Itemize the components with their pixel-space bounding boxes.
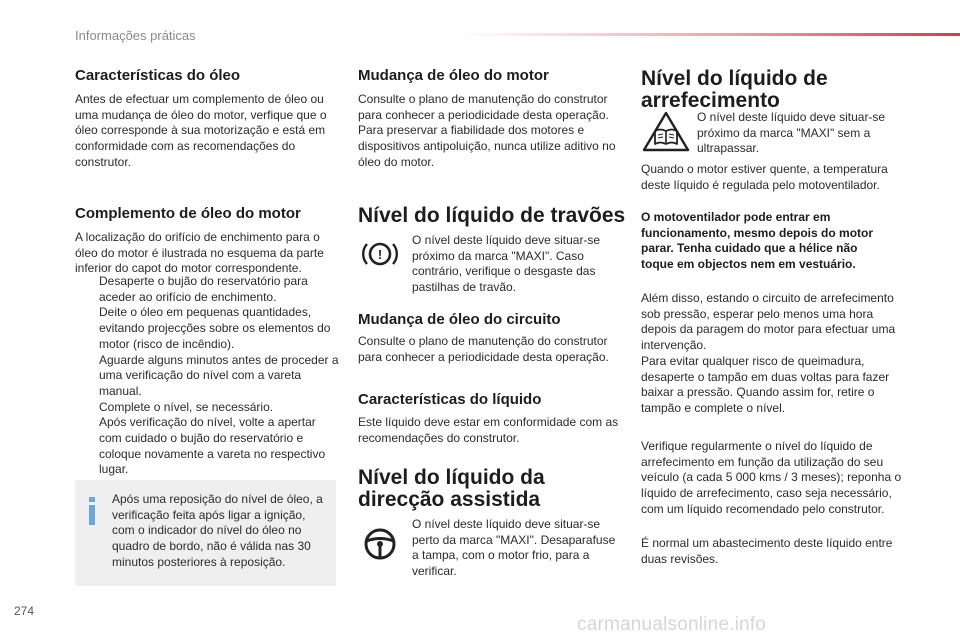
coolant-warning: O motoventilador pode entrar em funcionamento, mesmo depois do motor parar. Tenha cuidado que a hélice não toque em objectos nem em vestuário. (641, 210, 874, 272)
oil-characteristics-title: Características do óleo (75, 67, 241, 84)
oil-characteristics-body: Antes de efectuar um complemento de óleo ou uma mudança de óleo do motor, verfique que o óleo corresponde à sua motorização e está em conformidade com as recomendações do construtor. (75, 92, 327, 169)
brake-fluid-title: Nível do líquido de travões (358, 204, 626, 227)
list-item: Desaperte o bujão do reservatório para aceder ao orifício de enchimento. (99, 274, 308, 304)
circuit-change-body: Consulte o plano de manutenção do construtor para conhecer a periodicidade desta operação. (358, 334, 609, 364)
section-header: Informações práticas (75, 28, 196, 43)
coolant-paragraph-2: Além disso, estando o circuito de arrefecimento sob pressão, esperar pelo menos uma hora depois da paragem do motor para efectuar uma intervenção. (641, 291, 896, 353)
power-steering-title: Nível do líquido da direcção assistida (358, 466, 545, 511)
list-item: Após verificação do nível, volte a apertar com cuidado o bujão do reservatório e coloque novamente a vareta no respectivo lugar. (99, 415, 326, 477)
list-item: Complete o nível, se necessário. (99, 399, 274, 414)
coolant-title: Nível do líquido de arrefecimento (641, 67, 828, 112)
brake-fluid-body: O nível deste líquido deve situar-se próximo da marca "MAXI". Caso contrário, verifique o desgaste das pastilhas de travão. (412, 233, 601, 295)
list-item: Deite o óleo em pequenas quantidades, evitando projecções sobre os elementos do motor (risco de incêndio). (99, 305, 331, 351)
page-number: 274 (14, 604, 35, 618)
header-divider (460, 33, 960, 36)
info-icon (89, 505, 95, 525)
oil-topup-title: Complemento de óleo do motor (75, 205, 301, 222)
info-text: Após uma reposição do nível de óleo, a verificação feita após ligar a ignição, com o indicador do nível do óleo no quadro de bordo, não é válida nas 30 minutos posteriores à reposição. (112, 492, 323, 569)
watermark: carmanualsonline.info (577, 614, 767, 635)
info-box (75, 480, 336, 586)
oil-topup-steps (75, 274, 340, 478)
oil-change-title: Mudança de óleo do motor (358, 67, 549, 84)
coolant-paragraph-5: É normal um abastecimento deste líquido entre duas revisões. (641, 536, 893, 566)
coolant-paragraph-4: Verifique regularmente o nível do líquido de arrefecimento em função da utilização do seu veículo (a cada 5 000 kms / 3 meses); reponha o líquido de arrefecimento, caso seja necessário, com um líquido recomendado pelo construtor. (641, 439, 902, 516)
brake-warning-icon (358, 232, 402, 276)
coolant-paragraph-3: Para evitar qualquer risco de queimadura, desaperte o tampão em duas voltas para fazer baixar a pressão. Quando assim for, retire o tampão e complete o nível. (641, 354, 890, 416)
oil-change-body: Consulte o plano de manutenção do construtor para conhecer a periodicidade desta operação. Para preservar a fiabilidade dos motores e dispositivos antipoluição, nunca utilize aditivo no óleo do motor. (358, 92, 616, 169)
fluid-characteristics-title: Características do líquido (358, 391, 542, 408)
svg-text:!: ! (377, 247, 383, 262)
circuit-change-title: Mudança de óleo do circuito (358, 311, 561, 328)
coolant-icon-text: O nível deste líquido deve situar-se próximo da marca "MAXI" sem a ultrapassar. (697, 110, 886, 156)
steering-wheel-icon (358, 522, 402, 566)
coolant-paragraph-1: Quando o motor estiver quente, a temperatura deste líquido é regulada pelo motoventilador. (641, 162, 888, 192)
list-item: Aguarde alguns minutos antes de proceder a uma verificação do nível com a vareta manual. (99, 352, 339, 398)
fluid-characteristics-body: Este líquido deve estar em conformidade com as recomendações do construtor. (358, 415, 619, 445)
power-steering-body: O nível deste líquido deve situar-se perto da marca "MAXI". Desaparafuse a tampa, com o motor frio, para a verificar. (412, 517, 616, 579)
oil-topup-intro: A localização do orifício de enchimento para o óleo do motor é ilustrada no esquema da parte inferior do capot do motor correspondente. (75, 230, 324, 276)
warning-book-icon (641, 110, 691, 154)
